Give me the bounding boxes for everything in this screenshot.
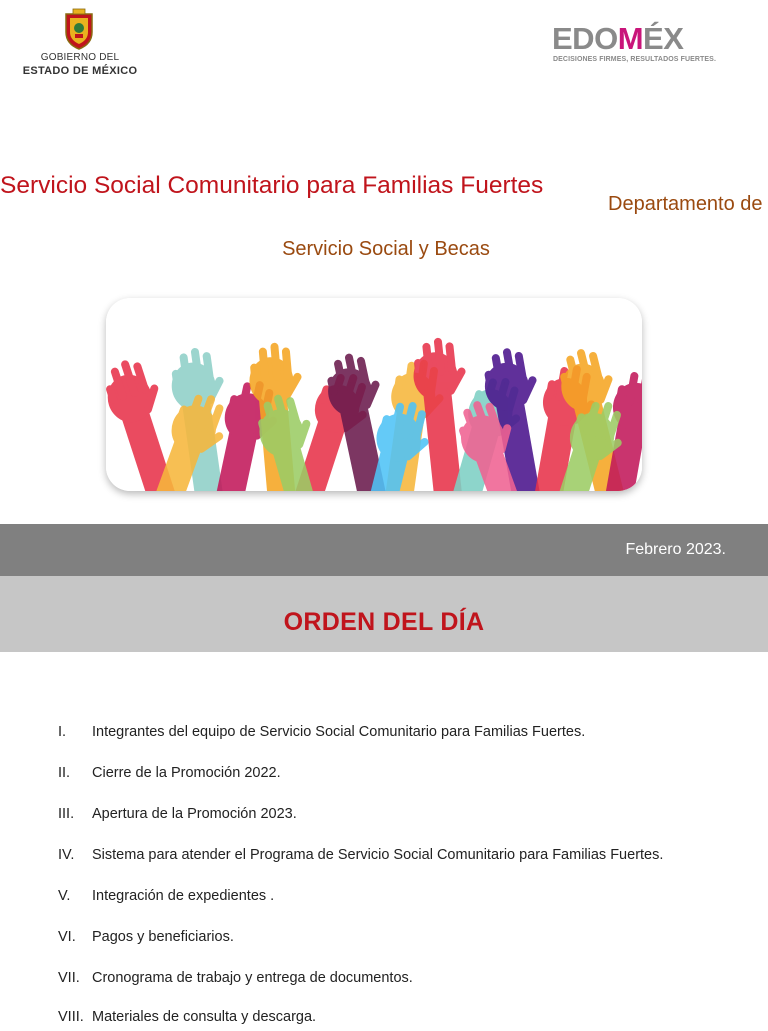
agenda-title: ORDEN DEL DÍA [283,608,485,636]
agenda-item-number: VI. [58,929,76,945]
agenda-item-text: Integración de expedientes . [92,888,275,904]
agenda-item [58,888,274,910]
agenda-item-number: V. [58,888,71,904]
edomex-word-part2: ÉX [643,21,684,56]
department-label: Departamento de [608,193,763,215]
agenda-item [58,970,413,992]
agenda-item [58,806,297,828]
agenda-item [58,929,234,951]
gobierno-logo [18,8,142,80]
presentation-date: Febrero 2023. [625,541,726,558]
edomex-tagline: DECISIONES FIRMES, RESULTADOS FUERTES. [553,56,716,63]
agenda-item-text: Integrantes del equipo de Servicio Social Comunitario para Familias Fuertes. [92,724,586,740]
agenda-item-number: I. [58,724,67,740]
agenda-item [58,724,585,746]
gobierno-text-line1: GOBIERNO DEL [40,52,120,63]
agenda-item-number: VIII. [58,1009,84,1025]
gobierno-text-line2: ESTADO DE MÉXICO [22,65,138,77]
agenda-item-text: Sistema para atender el Programa de Servicio Social Comunitario para Familias Fuertes. [92,847,664,863]
agenda-header-bar [0,576,768,652]
agenda-item-text: Pagos y beneficiarios. [92,929,234,945]
edomex-wordmark [552,22,683,56]
edomex-word-part1: EDO [552,21,618,56]
edomex-logo [552,22,742,68]
agenda-item-number: VII. [58,970,80,986]
slide-title: Servicio Social Comunitario para Familias Fuertes [0,172,544,199]
agenda-item-text: Cierre de la Promoción 2022. [92,765,281,781]
date-bar [0,524,768,576]
edomex-word-accent: M [617,21,644,56]
hands-illustration [106,298,642,491]
agenda-list [0,652,768,1024]
coat-of-arms-icon [62,8,96,50]
slide-subtitle: Servicio Social y Becas [282,238,490,260]
agenda-item-text: Apertura de la Promoción 2023. [92,806,297,822]
agenda-item-number: III. [58,806,75,822]
raised-hands-image [106,298,642,491]
agenda-item [58,847,663,869]
agenda-item [58,1009,316,1031]
agenda-item-number: II. [58,765,71,781]
agenda-item-text: Materiales de consulta y descarga. [92,1009,317,1025]
agenda-item-text: Cronograma de trabajo y entrega de documentos. [92,970,413,986]
agenda-item-number: IV. [58,847,75,863]
agenda-item [58,765,281,787]
